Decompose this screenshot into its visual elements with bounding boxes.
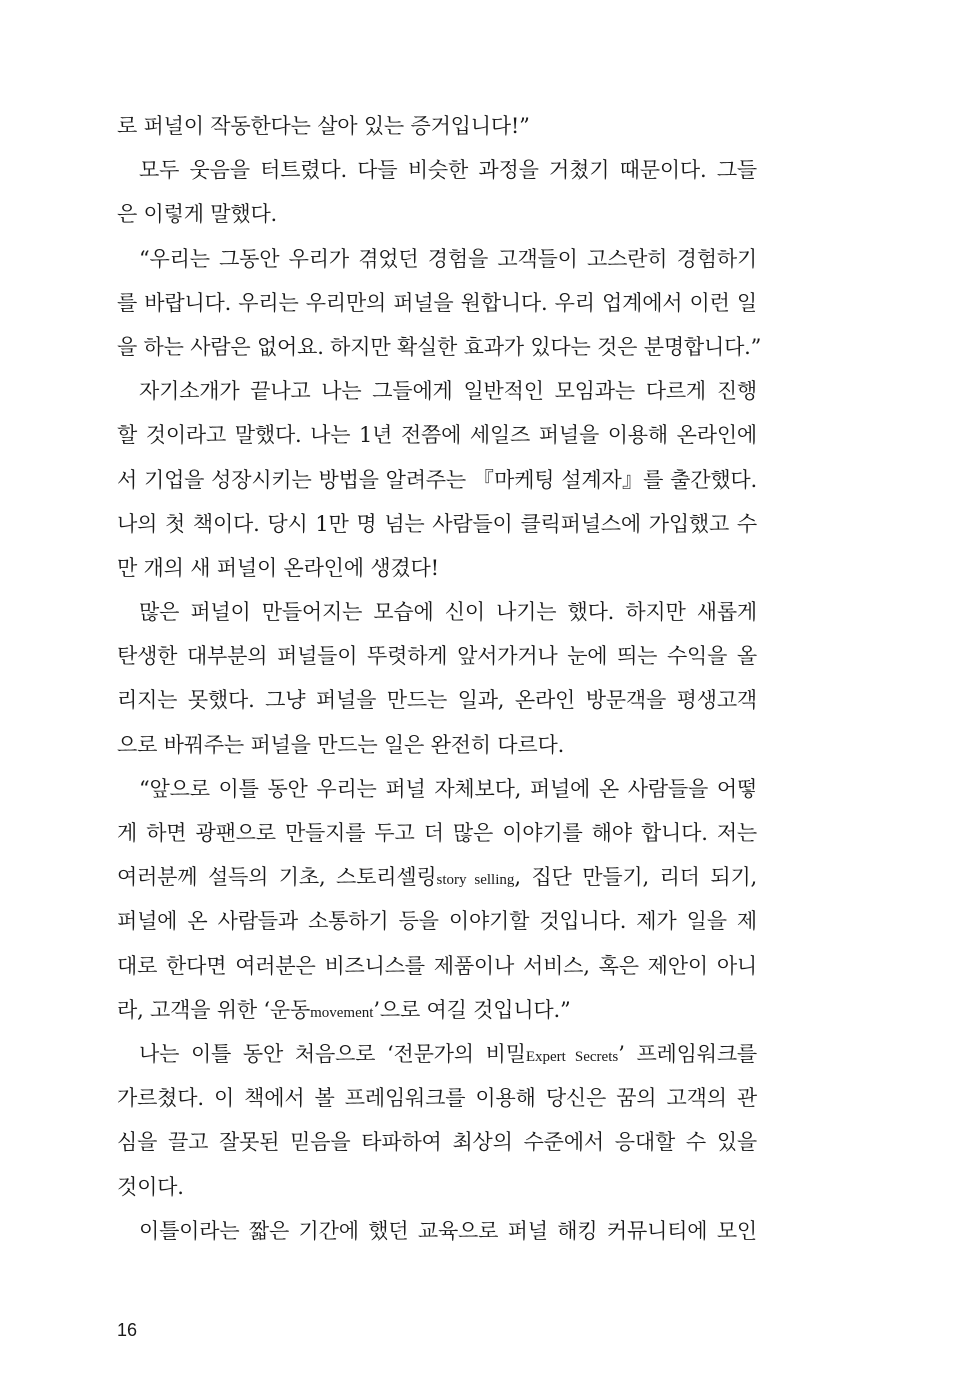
text-segment: ’ 프레임워크를	[618, 1041, 757, 1066]
text-line: 모두 웃음을 터트렸다. 다들 비슷한 과정을 거쳤기 때문이다. 그들	[139, 158, 757, 183]
text-line: 리지는 못했다. 그냥 퍼널을 만드는 일과, 온라인 방문객을 평생고객	[117, 688, 757, 713]
text-line-expert-secrets	[117, 1032, 757, 1076]
text-line: 나의 첫 책이다. 당시 1만 명 넘는 사람들이 클릭퍼널스에 가입했고 수	[117, 511, 757, 536]
text-line-movement	[117, 988, 757, 1032]
text-line: 를 바랍니다. 우리는 우리만의 퍼널을 원합니다. 우리 업계에서 이런 일	[117, 290, 757, 315]
text-segment: 여러분께 설득의 기초, 스토리셀링	[117, 865, 437, 890]
text-line: 자기소개가 끝나고 나는 그들에게 일반적인 모임과는 다르게 진행	[139, 379, 757, 404]
text-line: 으로 바꿔주는 퍼널을 만드는 일은 완전히 다르다.	[117, 732, 565, 757]
english-term-movement: movement	[310, 1004, 374, 1021]
text-line: 게 하면 광팬으로 만들지를 두고 더 많은 이야기를 해야 합니다. 저는	[117, 821, 757, 845]
text-line: 퍼널에 온 사람들과 소통하기 등을 이야기할 것입니다. 제가 일을 제	[117, 909, 757, 934]
text-segment: 나는 이틀 동안 처음으로 ‘전문가의 비밀	[139, 1041, 526, 1066]
text-line: 로 퍼널이 작동한다는 살아 있는 증거입니다!”	[117, 114, 530, 138]
text-segment: , 집단 만들기, 리더 되기,	[514, 865, 758, 890]
text-segment: ’으로 여길 것입니다.”	[373, 997, 571, 1022]
text-line: 만 개의 새 퍼널이 온라인에 생겼다!	[117, 555, 439, 580]
text-segment: 라, 고객을 위한 ‘운동	[117, 997, 311, 1022]
text-line: 심을 끌고 잘못된 믿음을 타파하여 최상의 수준에서 응대할 수 있을	[117, 1130, 757, 1155]
text-line: 을 하는 사람은 없어요. 하지만 확실한 효과가 있다는 것은 분명합니다.”	[117, 334, 762, 359]
english-term-story-selling: story selling	[436, 872, 515, 889]
page-number: 16	[117, 1320, 138, 1340]
text-line: “앞으로 이틀 동안 우리는 퍼널 자체보다, 퍼널에 온 사람들을 어떻	[139, 776, 757, 801]
text-line: 가르쳤다. 이 책에서 볼 프레임워크를 이용해 당신은 꿈의 고객의 관	[117, 1086, 757, 1111]
text-line-story-selling	[117, 855, 757, 899]
text-line: 서 기업을 성장시키는 방법을 알려주는 『마케팅 설계자』를 출간했다.	[117, 467, 757, 492]
text-line: 이틀이라는 짧은 기간에 했던 교육으로 퍼널 해킹 커뮤니티에 모인	[139, 1218, 757, 1243]
text-line: 많은 퍼널이 만들어지는 모습에 신이 나기는 했다. 하지만 새롭게	[139, 600, 757, 625]
text-line: 할 것이라고 말했다. 나는 1년 전쯤에 세일즈 퍼널을 이용해 온라인에	[117, 423, 757, 448]
book-page-body	[117, 104, 762, 1253]
english-term-expert-secrets: Expert Secrets	[525, 1048, 619, 1065]
text-line: 탄생한 대부분의 퍼널들이 뚜렷하게 앞서가거나 눈에 띄는 수익을 올	[117, 644, 757, 669]
text-line: 은 이렇게 말했다.	[117, 202, 278, 227]
text-line: 것이다.	[117, 1174, 184, 1199]
text-line: 대로 한다면 여러분은 비즈니스를 제품이나 서비스, 혹은 제안이 아니	[117, 953, 757, 978]
text-line: “우리는 그동안 우리가 겪었던 경험을 고객들이 고스란히 경험하기	[139, 246, 757, 271]
